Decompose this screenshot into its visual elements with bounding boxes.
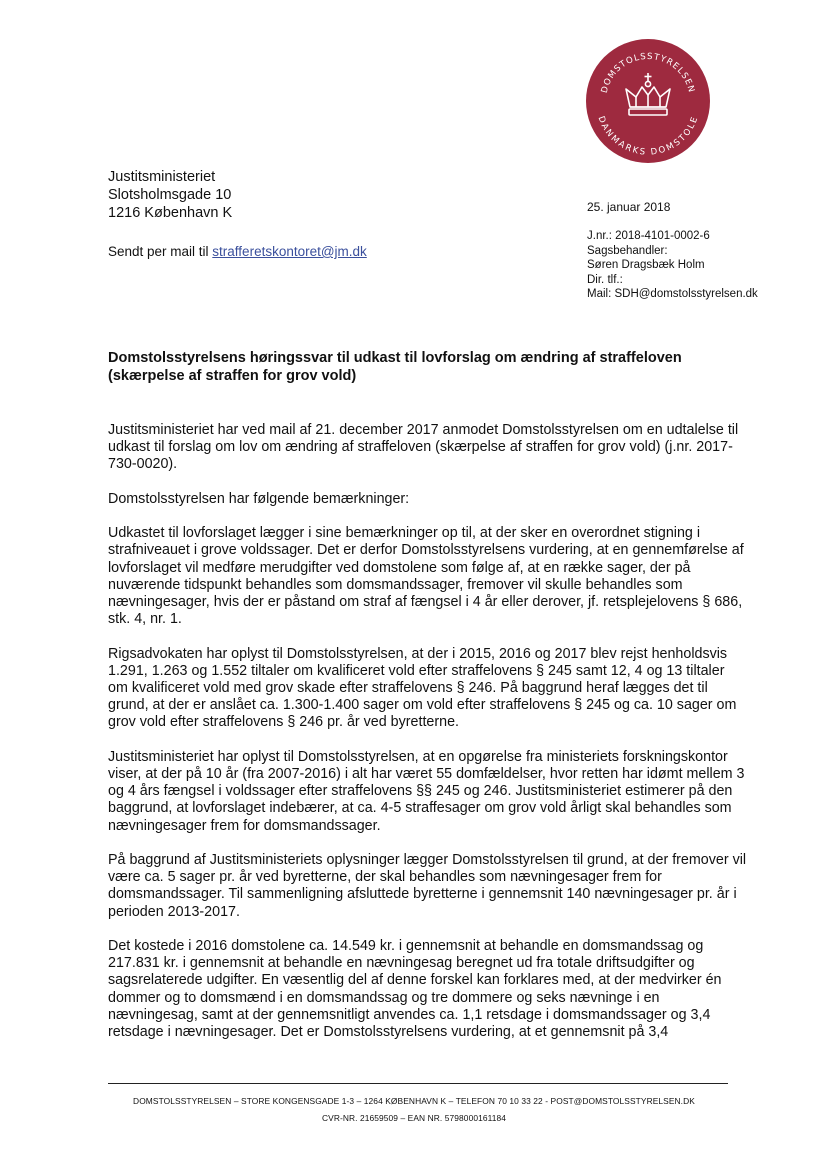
recipient-name: Justitsministeriet [108, 169, 216, 185]
footer-registration: CVR-NR. 21659509 – EAN NR. 5798000161184 [321, 1113, 507, 1123]
paragraph: Justitsministeriet har ved mail af 21. december 2017 anmodet Domstolsstyrelsen om en udtalelse til udkast til forslag om lov om ændring af straffeloven (skærpelse af straffen for grov vold) (j.nr. 2017-730-0020). [108, 422, 739, 473]
recipient-city: 1216 København K [108, 205, 233, 221]
footer-divider [108, 1083, 728, 1084]
handler-name: Søren Dragsbæk Holm [587, 259, 705, 271]
paragraph: Justitsministeriet har oplyst til Domstolsstyrelsen, at en opgørelse fra ministeriets forskningskontor viser, at der på 10 år (fra 2007-2016) i alt har været 55 domfældelser, hvor retten har idømt mellem 3 og 4 års fængsel i voldssager efter straffelovens §§ 245 og 246. Justitsministeriet estimerer på den baggrund, at lovforslaget indebærer, at ca. 4-5 straffesager om grov vold årligt skal behandles som nævningesager frem for domsmandssager. [108, 748, 745, 834]
letter-body [108, 422, 748, 1058]
case-metadata [587, 229, 758, 302]
domstolsstyrelsen-seal-logo [584, 37, 712, 165]
letter-date: 25. januar 2018 [587, 200, 671, 214]
sent-by-mail-line [108, 244, 367, 259]
handler-label: Sagsbehandler: [587, 244, 668, 257]
paragraph: Domstolsstyrelsen har følgende bemærkninger: [108, 490, 410, 507]
recipient-address [108, 168, 232, 222]
seal-text-bottom: DANMARKS DOMSTOLE [595, 114, 701, 158]
paragraph: Udkastet til lovforslaget lægger i sine bemærkninger op til, at der sker en overordnet stigning i strafniveauet i grove voldssager. Det er derfor Domstolsstyrelsens vurdering, at en gennemførelse af lovforslaget vil medføre merudgifter ved domstolene som følge af, at en række sager, der på nuværende tidspunkt behandles som domsmandssager, fremover vil skulle behandles som nævningesager, hvis der er påstand om straf af fængsel i 4 år eller derover, jf. retsplejelovens § 686, stk. 4, nr. 1. [108, 525, 744, 628]
paragraph: Det kostede i 2016 domstolene ca. 14.549 kr. i gennemsnit at behandle en domsmandssag og 217.831 kr. i gennemsnit at behandle en nævningesag beregnet ud fra totale driftsudgifter og sagsrelaterede udgifter. En væsentlig del af denne forskel kan forklares med, at der medvirker én dommer og to domsmænd i en domsmandssag og tre dommere og seks nævninge i en nævningesag, samt at der gennemsnitligt anvendes ca. 1,1 retsdage i domsmandssager og 3,4 retsdage i nævningesager. Det er Domstolsstyrelsens vurdering, at et gennemsnit på 3,4 [108, 938, 722, 1041]
recipient-street: Slotsholmsgade 10 [108, 187, 232, 203]
footer-address: DOMSTOLSSTYRELSEN – STORE KONGENSGADE 1-3 – 1264 KØBENHAVN K – TELEFON 70 10 33 22 - POST@DOMSTOLSSTYRELSEN.DK [133, 1096, 695, 1106]
letter-subject: Domstolsstyrelsens høringssvar til udkast til lovforslag om ændring af straffeloven (skærpelse af straffen for grov vold) [108, 350, 682, 384]
sent-prefix: Sendt per mail til [108, 244, 213, 259]
direct-phone: Dir. tlf.: [587, 273, 623, 286]
paragraph: Rigsadvokaten har oplyst til Domstolsstyrelsen, at der i 2015, 2016 og 2017 blev rejst henholdsvis 1.291, 1.263 og 1.552 tiltaler om kvalificeret vold efter straffelovens § 245 samt 12, 4 og 13 tiltaler om kvalificeret vold med grov skade efter straffelovens § 246. På baggrund heraf lægges det til grund, at der er anslået ca. 1.300-1.400 sager om vold efter straffelovens § 245 og ca. 10 sager om grov vold efter straffelovens § 246 pr. år ved byretterne. [108, 645, 737, 731]
recipient-email-link[interactable]: strafferetskontoret@jm.dk [212, 244, 367, 259]
seal-text-top: DOMSTOLSSTYRELSEN [599, 51, 697, 95]
case-number: J.nr.: 2018-4101-0002-6 [587, 230, 710, 242]
handler-mail: Mail: SDH@domstolsstyrelsen.dk [587, 288, 758, 300]
paragraph: På baggrund af Justitsministeriets oplysninger lægger Domstolsstyrelsen til grund, at der fremover vil være ca. 5 sager pr. år ved byretterne, der skal behandles som nævningesager frem for domsmandssager. Til sammenligning afsluttede byretterne i gennemsnit 140 nævningesager pr. år i perioden 2013-2017. [108, 852, 747, 920]
